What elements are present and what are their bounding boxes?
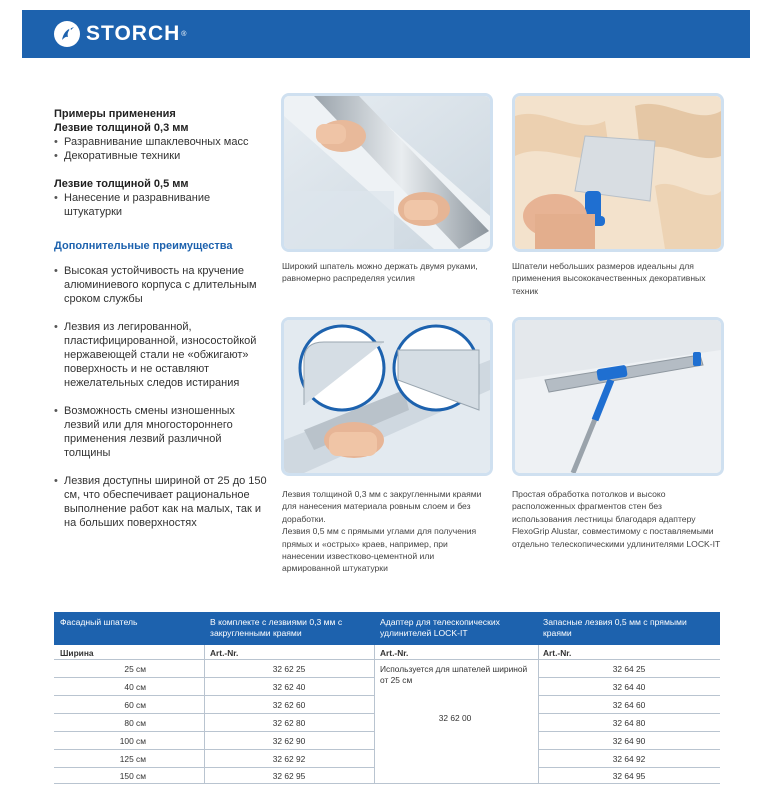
th-spare-blades: Запасные лезвия 0,5 мм с прямыми краями [543, 617, 687, 638]
art-nr-cell: 32 62 60 [272, 700, 306, 710]
stork-logo-icon [54, 21, 80, 47]
art-nr-cell: 32 62 95 [272, 771, 306, 781]
divider [54, 677, 374, 678]
benefits-list [54, 264, 270, 530]
divider [54, 731, 374, 732]
width-cell: 100 см [119, 736, 146, 746]
sub-header-width: Ширина [60, 648, 94, 658]
list-item: • Возможность смены изношенных лезвий или для многостороннего применения лезвий различной толщины [54, 404, 270, 460]
caption-photo3 [282, 488, 492, 575]
divider [538, 695, 720, 696]
storch-logo [54, 21, 186, 47]
divider [54, 749, 374, 750]
spare-art-nr-cell: 32 64 95 [612, 771, 646, 781]
art-nr-cell: 32 62 90 [272, 736, 306, 746]
art-nr-cell: 32 62 92 [272, 754, 306, 764]
divider [374, 645, 375, 784]
list-item: • Лезвия доступны шириной от 25 до 150 см, что обеспечивает рациональное выполнение работ как на малых, так и на больших поверхностях [54, 474, 270, 530]
divider [54, 713, 374, 714]
list-item: • Нанесение и разравнивание штукатурки [54, 191, 244, 219]
list-item: • Лезвия из легированной, пластифицированной, износостойкой нержавеющей стали не «обжигают» поверхность и не оставляют нежелательных следов истирания [54, 320, 270, 390]
caption-photo3-b: Лезвия 0,5 мм с прямыми углами для получения прямых и «острых» краев, например, при нанесении известково-цементной или армированной штукатурки [282, 526, 477, 574]
width-cell: 80 см [124, 718, 146, 728]
caption-photo4: Простая обработка потолков и высоко расположенных фрагментов стен без использования лестницы благодаря адаптеру FlexoGrip Alustar, совместимому с поставляемыми отдельно телескопическими удлинителями LOCK-IT [512, 489, 721, 549]
divider [538, 713, 720, 714]
caption-photo3-a: Лезвия толщиной 0,3 мм с закругленными краями для нанесения материала ровным слоем и без доработки. [282, 489, 482, 524]
divider [538, 731, 720, 732]
photo-two-hands-trowel [281, 93, 493, 252]
art-nr-cell: 32 62 40 [272, 682, 306, 692]
caption-photo2: Шпатели небольших размеров идеальны для применения высококачественных декоративных техник [512, 261, 706, 296]
width-cell: 25 см [124, 664, 146, 674]
spare-art-nr-cell: 32 64 92 [612, 754, 646, 764]
divider [54, 695, 374, 696]
caption-photo1: Широкий шпатель можно держать двумя руками, равномерно распределяя усилия [282, 261, 478, 284]
width-cell: 60 см [124, 700, 146, 710]
blade03-title: Лезвие толщиной 0,3 мм [54, 122, 189, 134]
sub-header-art1: Art.-Nr. [210, 648, 239, 658]
list-item: • Разравнивание шпаклевочных масс [54, 135, 274, 149]
list-item: • Декоративные техники [54, 149, 274, 163]
sub-header-art2: Art.-Nr. [380, 648, 409, 658]
width-cell: 40 см [124, 682, 146, 692]
photo-ceiling-extension [512, 317, 724, 476]
header-bar [22, 10, 750, 58]
divider [538, 749, 720, 750]
photo-decorative-technique [512, 93, 724, 252]
th-facade-trowel: Фасадный шпатель [60, 617, 138, 627]
width-cell: 150 см [119, 771, 146, 781]
spare-art-nr-cell: 32 64 25 [612, 664, 646, 674]
divider [538, 677, 720, 678]
divider [54, 659, 720, 660]
blade05-list [54, 191, 244, 219]
divider [54, 767, 374, 768]
art-nr-cell: 32 62 80 [272, 718, 306, 728]
left-column [54, 107, 274, 530]
benefits-title: Дополнительные преимущества [54, 240, 233, 252]
brand-name: STORCH [86, 22, 181, 45]
usage-title: Примеры применения [54, 108, 176, 120]
blade05-title: Лезвие толщиной 0,5 мм [54, 178, 189, 190]
photo-blade-corners [281, 317, 493, 476]
divider [54, 783, 720, 784]
divider [538, 767, 720, 768]
width-cell: 125 см [119, 754, 146, 764]
adapter-art-nr: 32 62 00 [438, 713, 472, 723]
spare-art-nr-cell: 32 64 40 [612, 682, 646, 692]
spare-art-nr-cell: 32 64 60 [612, 700, 646, 710]
th-with-blades: В комплекте с лезвиями 0,3 мм с закругленными краями [210, 617, 343, 638]
list-item: • Высокая устойчивость на кручение алюминиевого корпуса с длительным сроком службы [54, 264, 270, 306]
blade03-list [54, 135, 274, 163]
registered-mark: ® [181, 30, 187, 38]
th-adapter: Адаптер для телескопических удлинителей LOCK-IT [380, 617, 500, 638]
spare-art-nr-cell: 32 64 80 [612, 718, 646, 728]
adapter-note: Используется для шпателей шириной от 25 см [380, 664, 528, 685]
spare-art-nr-cell: 32 64 90 [612, 736, 646, 746]
sub-header-art3: Art.-Nr. [543, 648, 572, 658]
art-nr-cell: 32 62 25 [272, 664, 306, 674]
product-table [54, 612, 720, 784]
